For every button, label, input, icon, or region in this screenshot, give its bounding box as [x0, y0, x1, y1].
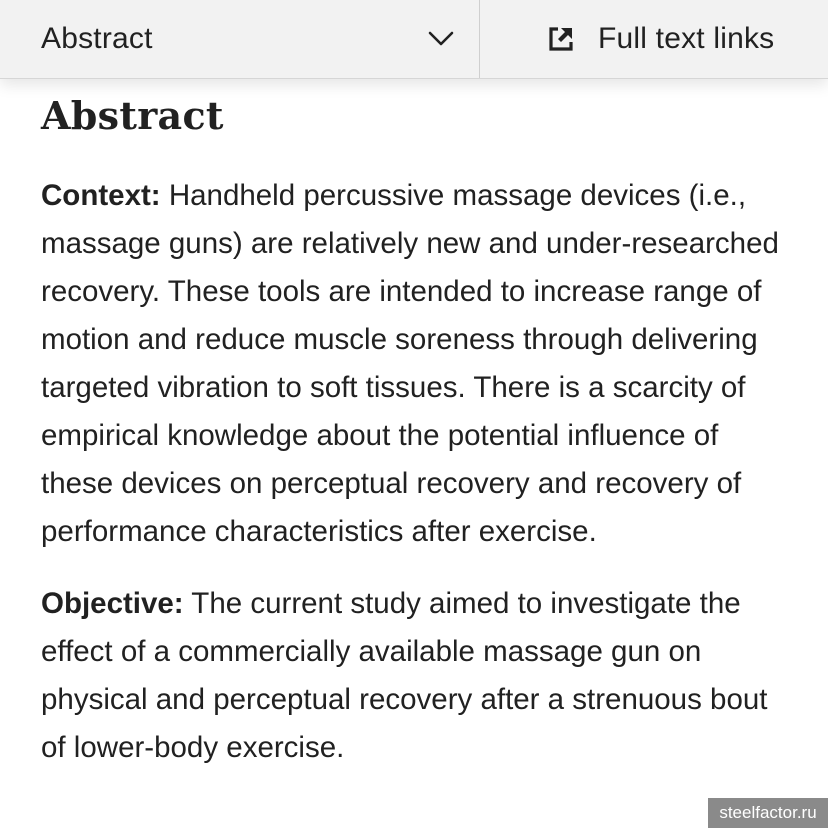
- chevron-down-icon: [427, 25, 455, 53]
- context-label: Context:: [41, 179, 161, 212]
- objective-text: The current study aimed to investigate the effect of a commercially available massage gun on physical and perceptual recovery after a strenuous bout of lower-body exercise.: [41, 587, 768, 764]
- section-nav-bar: [0, 0, 828, 79]
- section-select-label: Abstract: [41, 22, 153, 55]
- external-link-icon: [546, 24, 576, 54]
- abstract-heading: Abstract: [41, 93, 224, 138]
- full-text-links-label: Full text links: [598, 22, 775, 55]
- full-text-links-button[interactable]: [480, 0, 828, 78]
- watermark: steelfactor.ru: [708, 798, 828, 828]
- objective-label: Objective:: [41, 587, 184, 620]
- objective-paragraph: [41, 580, 791, 772]
- context-text: Handheld percussive massage devices (i.e., massage guns) are relatively new and under-researched recovery. These tools are intended to increase range of motion and reduce muscle soreness through delivering targeted vibration to soft tissues. There is a scarcity of empirical knowledge about the potential influence of these devices on perceptual recovery and recovery of performance characteristics after exercise.: [41, 179, 779, 548]
- section-select-dropdown[interactable]: [0, 0, 480, 78]
- abstract-section: [41, 90, 791, 772]
- context-paragraph: [41, 172, 791, 556]
